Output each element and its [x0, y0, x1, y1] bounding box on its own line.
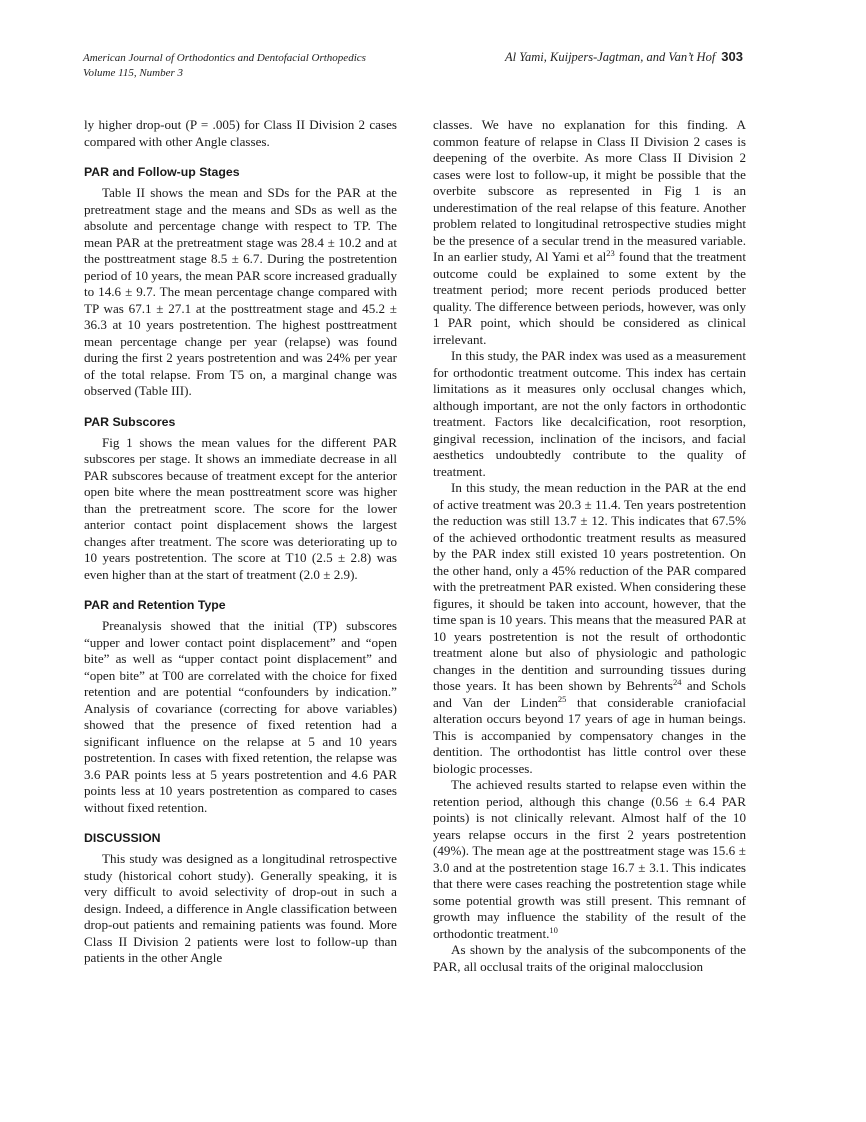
left-column [84, 117, 397, 967]
paragraph: Table II shows the mean and SDs for the PAR at the pretreatment stage and the means and SDs as well as the absolute and percentage change with respect to TP. The mean PAR at the pretreatment stage was 28.4 ± 10.2 and at the posttreatment stage 8.5 ± 6.7. During the postretention period of 10 years, the mean PAR score increased gradually to 14.6 ± 9.7. The mean percentage change compared with TP was 67.1 ± 27.1 at the posttreatment stage and 45.2 ± 36.3 at 10 years postretention. The highest posttreatment mean percentage change per year (relapse) was found during the first 2 years postretention and was 24% per year of the total relapse. From T5 on, a marginal change was observed (Table III). [84, 185, 397, 398]
right-column [433, 117, 746, 975]
paragraph: The achieved results started to relapse even within the retention period, although this change (0.56 ± 6.4 PAR points) is not clinically relevant. Almost half of the 10 years relapse occurs in the first 2 years postretention (49%). The mean age at the posttreatment stage was 15.6 ± 3.0 and at the postretention stage 16.7 ± 3.1. This indicates that there were cases reaching the postretention stage while some potential growth was still present. This remnant of growth may influence the stability of the result of the orthodontic treatment.$^{10}$ [433, 777, 746, 941]
section-heading-par-follow-up: PAR and Follow-up Stages [84, 165, 240, 179]
paragraph: Fig 1 shows the mean values for the different PAR subscores per stage. It shows an immediate decrease in all PAR subscores because of treatment except for the anterior open bite where the mean posttreatment score was higher than the pretreatment score. The score for the lower anterior contact point displacement shows the largest changes after treatment. The score was deteriorating up to 10 years postretention. The score at T10 (2.5 ± 2.8) was even higher than at the start of treatment (2.0 ± 2.9). [84, 434, 397, 582]
section-heading-discussion: DISCUSSION [84, 831, 161, 845]
running-header-authors [505, 49, 743, 65]
page-number: 303 [721, 49, 743, 64]
citation-ref: 24 [672, 677, 682, 687]
section-heading-par-subscores: PAR Subscores [84, 414, 176, 429]
paragraph: As shown by the analysis of the subcomponents of the PAR, all occlusal traits of the original malocclusion [433, 942, 746, 974]
citation-ref: 10 [549, 924, 558, 935]
paragraph: Preanalysis showed that the initial (TP) subscores “upper and lower contact point displacement” and “open bite” as well as “upper contact point displacement” and “open bite” at T00 are correlated with the choice for fixed retention and are potential “confounders by indication.” Analysis of covariance (correcting for above variables) showed that the presence of fixed retention had a significant influence on the relapse at 5 and 10 years postretention. In cases with fixed retention, the relapse was 3.6 PAR points less at 5 years postretention and 4.6 PAR points less at 10 years postretention as compared to cases without fixed retention. [84, 618, 397, 815]
paragraph: classes. We have no explanation for this finding. A common feature of relapse in Class II Division 2 cases is deepening of the overbite. As more Class II Division 2 cases were lost to follow-up, it might be possible that the overbite subscore as represented in Fig 1 is an underestimation of the real relapse of this feature. Another problem related to longitudinal retrospective studies might be the presence of a secular trend in the measured variable. In an earlier study, Al Yami et $al^{23}$ found that the treatment outcome could be explained to some extent by the treatment period; more recent periods produced better quality. The difference between periods, however, was only 1 PAR point, which should be considered as clinical irrelevant. [433, 117, 746, 347]
section-heading-par-retention-type: PAR and Retention Type [84, 598, 226, 612]
paragraph: In this study, the PAR index was used as a measurement for orthodontic treatment outcome. This index has certain limitations as it measures only occlusal changes which, although important, are not the only factors in orthodontic treatment. Factors like decalcification, root resorption, gingival recession, inclination of the incisors, and facial aesthetics undoubtedly contribute to the quality of treatment. [433, 348, 746, 479]
running-header-journal [83, 51, 366, 81]
journal-volume: Volume 115, Number 3 [83, 67, 184, 79]
intro-paragraph: ly higher drop-out (P = .005) for Class II Division 2 cases compared with other Angle classes. [84, 117, 397, 149]
authors: Al Yami, Kuijpers-Jagtman, and Van’t Hof [504, 50, 716, 64]
citation-ref: 25 [557, 693, 567, 704]
paragraph: This study was designed as a longitudinal retrospective study (historical cohort study). Generally speaking, it is very difficult to avoid selectivity of drop-out in such a design. Indeed, a difference in Angle classification between drop-out patients and remaining patients was found. More Class II Division 2 patients were lost to follow-up than patients in the other Angle [84, 851, 397, 965]
journal-title: American Journal of Orthodontics and Dentofacial Orthopedics [83, 52, 366, 64]
paragraph: In this study, the mean reduction in the PAR at the end of active treatment was 20.3 ± 11.4. Ten years postretention the reduction was still 13.7 ± 12. This indicates that 67.5% of the achieved orthodontic treatment results as measured by the PAR index still existed 10 years postretention. On the other hand, only a 45% reduction of the PAR compared with the pretreatment PAR existed. When considering these figures, it should be taken into account, however, that the time span is 10 years. This means that the measured PAR at 10 years postretention is not the result of orthodontic treatment alone but also of physiologic and pathologic changes in the dentition and surrounding tissues during those years. It has been shown by Behrents$^{24}$ and Schols and Van der Linden$^{25}$ that considerable craniofacial alteration occurs beyond 17 years of age in human beings. This is accompanied by compensatory changes in the dentition. The orthodontist has little control over these biologic processes. [433, 480, 747, 776]
citation-ref: 23 [606, 248, 615, 258]
